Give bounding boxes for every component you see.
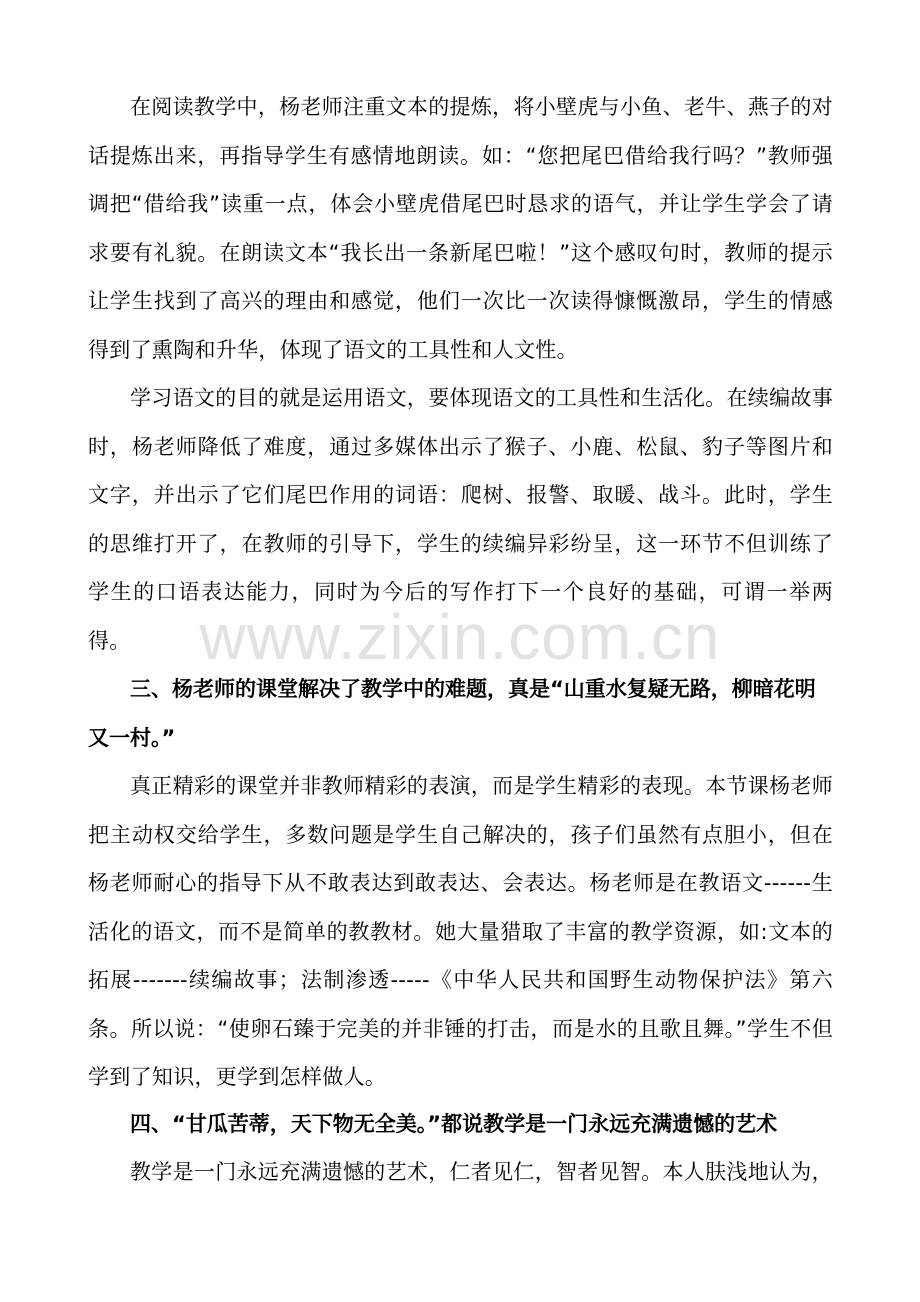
paragraph-reading-teaching: 在阅读教学中，杨老师注重文本的提炼，将小壁虎与小鱼、老牛、燕子的对话提炼出来，再指导学生有感情地朗读。如：“您把尾巴借给我行吗？”教师强调把“借给我”读重一点，体会小壁虎借尾巴时恳求的语气，并让学生学会了请求要有礼貌。在朗读文本“我长出一条新尾巴啦！”这个感叹句时，教师的提示让学生找到了高兴的理由和感觉，他们一次比一次读得慷慨激昂，学生的情感得到了熏陶和升华，体现了语文的工具性和人文性。 [88,95,833,362]
paragraph-regret-art: 教学是一门永远充满遗憾的艺术，仁者见仁，智者见智。本人肤浅地认为， [130,1160,833,1184]
section-heading-4: 四、“甘瓜苦蒂，天下物无全美。”都说教学是一门永远充满遗憾的艺术 [130,1112,778,1136]
section-heading-3: 三、杨老师的课堂解决了教学中的难题，真是“山重水复疑无路，柳暗花明又一村。” [88,677,816,750]
paragraph-story-continuation: 学习语文的目的就是运用语文，要体现语文的工具性和生活化。在续编故事时，杨老师降低了难度，通过多媒体出示了猴子、小鹿、松鼠、豹子等图片和文字，并出示了它们尾巴作用的词语：爬树、报警、取暖、战斗。此时，学生的思维打开了，在教师的引导下，学生的续编异彩纷呈，这一环节不但训练了学生的口语表达能力，同时为今后的写作打下一个良好的基础，可谓一举两得。 [88,386,833,653]
paragraph-wonderful-class: 真正精彩的课堂并非教师精彩的表演，而是学生精彩的表现。本节课杨老师把主动权交给学生，多数问题是学生自己解决的，孩子们虽然有点胆小，但在杨老师耐心的指导下从不敢表达到敢表达、会表达。杨老师是在教语文------生活化的语文，而不是简单的教教材。她大量猎取了丰富的教学资源，如:文本的拓展-------续编故事；法制渗透-----《中华人民共和国野生动物保护法》第六条。所以说：“使卵石臻于完美的并非锤的打击，而是水的且歌且舞。”学生不但学到了知识，更学到怎样做人。 [88,774,833,1089]
watermark: www.zixin.com.cn [199,601,721,673]
